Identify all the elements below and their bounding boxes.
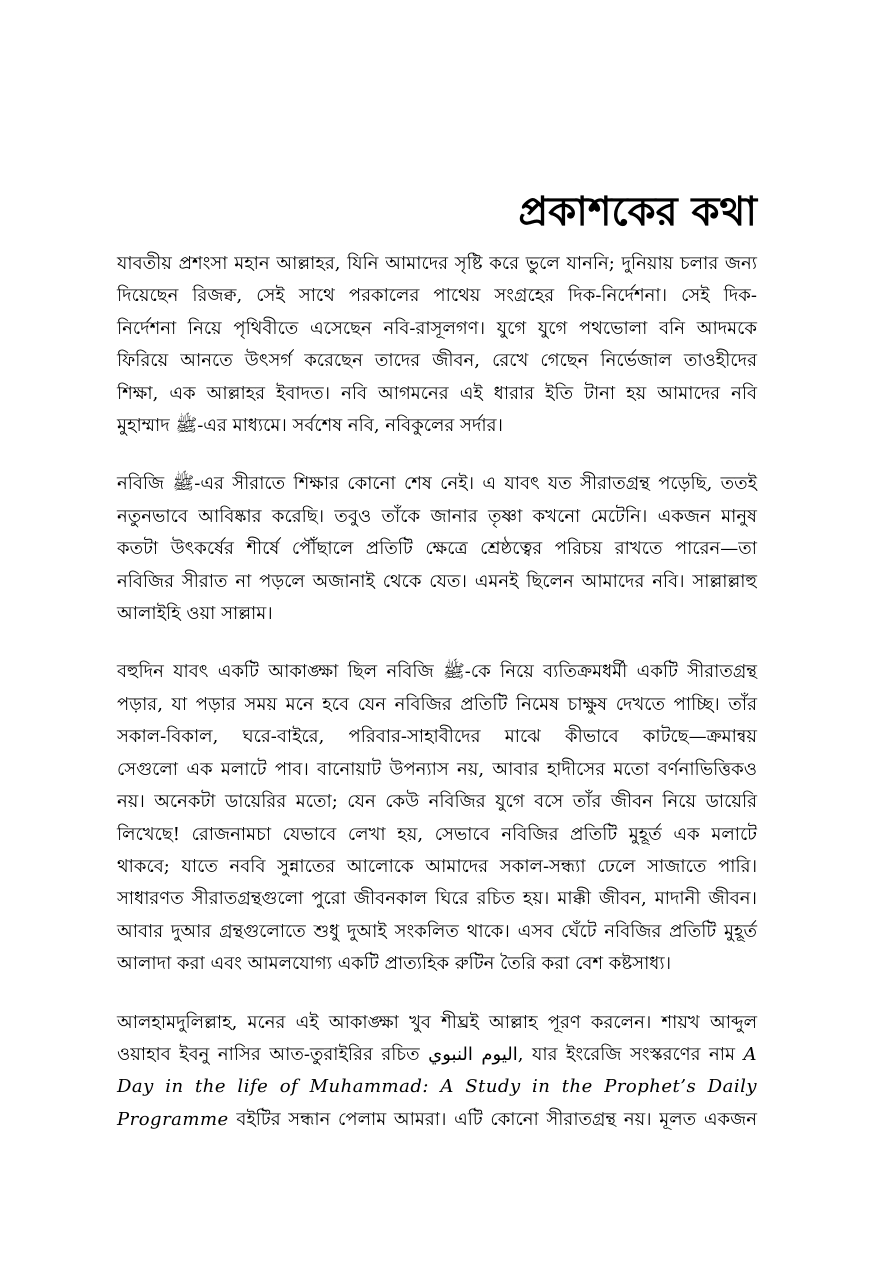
text-line: আলাদা করা এবং আমলযোগ্য একটি প্রাত্যহিক রুটিন তৈরি করা বেশ কষ্টসাধ্য। <box>117 953 672 975</box>
arabic-book-title: اليوم النبوي <box>428 1043 518 1065</box>
paragraph-4 <box>117 1007 757 1137</box>
text-line: নয়। অনেকটা ডায়েরির মতো; যেন কেউ নবিজির যুগে বসে তাঁর জীবন নিয়ে ডায়েরি <box>117 791 757 813</box>
text-line: নির্দেশনা নিয়ে পৃথিবীতে এসেছেন নবি-রাসূলগণ। যুগে যুগে পথভোলা বনি আদমকে <box>117 317 757 339</box>
text-line: নবিজি ﷺ-এর সীরাতে শিক্ষার কোনো শেষ নেই। এ যাবৎ যত সীরাতগ্রন্থ পড়েছি, ততই <box>117 473 757 495</box>
text-line: সেগুলো এক মলাটে পাব। বানোয়াট উপন্যাস নয়, আবার হাদীসের মতো বর্ণনাভিত্তিকও <box>117 758 757 780</box>
text-line: থাকবে; যাতে নববি সুন্নাতের আলোকে আমাদের সকাল-সন্ধ্যা ঢেলে সাজাতে পারি। <box>117 855 757 877</box>
paragraph-2 <box>117 468 757 630</box>
text-line: সাধারণত সীরাতগ্রন্থগুলো পুরো জীবনকাল ঘিরে রচিত হয়। মাক্কী জীবন, মাদানী জীবন। <box>117 888 757 910</box>
text-line <box>117 1039 757 1071</box>
text-line: ফিরিয়ে আনতে উৎসর্গ করেছেন তাদের জীবন, রেখে গেছেন নির্ভেজাল তাওহীদের <box>117 350 757 372</box>
text-run: , যার ইংরেজি সংস্করণের নাম <box>517 1043 744 1065</box>
text-line: শিক্ষা, এক আল্লাহর ইবাদত। নবি আগমনের এই ধারার ইতি টানা হয় আমাদের নবি <box>117 382 757 404</box>
english-book-title: A <box>743 1043 757 1065</box>
paragraph-3 <box>117 656 757 980</box>
preface-page <box>117 180 757 1162</box>
text-run: ওয়াহাব ইবনু নাসির আত-তুরাইরির রচিত <box>117 1043 429 1065</box>
english-book-title: Programme <box>117 1108 229 1130</box>
text-line: লিখেছে! রোজনামচা যেভাবে লেখা হয়, সেভাবে নবিজির প্রতিটি মুহূর্ত এক মলাটে <box>117 823 757 845</box>
text-line: যাবতীয় প্রশংসা মহান আল্লাহর, যিনি আমাদের সৃষ্টি করে ভুলে যাননি; দুনিয়ায় চলার জন্য <box>117 253 757 274</box>
text-line: কতটা উৎকর্ষের শীর্ষে পৌঁছালে প্রতিটি ক্ষেত্রে শ্রেষ্ঠত্বের পরিচয় রাখতে পারেন—তা <box>117 538 757 560</box>
text-line: নবিজির সীরাত না পড়লে অজানাই থেকে যেত। এমনই ছিলেন আমাদের নবি। সাল্লাল্লাহু <box>117 570 757 592</box>
text-line: সকাল-বিকাল, ঘরে-বাইরে, পরিবার-সাহাবীদের মাঝে কীভাবে কাটছে—ক্রমান্বয় <box>117 726 757 748</box>
text-line: আবার দুআর গ্রন্থগুলোতে শুধু দুআই সংকলিত থাকে। এসব ঘেঁটে নবিজির প্রতিটি মুহূর্ত <box>117 920 757 942</box>
text-line <box>117 1104 757 1136</box>
text-line: আলহামদুলিল্লাহ, মনের এই আকাঙ্ক্ষা খুব শীঘ্রই আল্লাহ পূরণ করলেন। শায়খ আব্দুল <box>117 1011 757 1033</box>
page-title: প্রকাশকের কথা <box>518 189 757 235</box>
text-line: দিয়েছেন রিজক্ব, সেই সাথে পরকালের পাথেয় সংগ্রহের দিক-নির্দেশনা। সেই দিক- <box>117 285 757 307</box>
text-line: পড়ার, যা পড়ার সময় মনে হবে যেন নবিজির প্রতিটি নিমেষ চাক্ষুষ দেখতে পাচ্ছি। তাঁর <box>117 693 757 715</box>
english-book-title: Day in the life of Muhammad: A Study in the Prophet’s Daily <box>117 1076 757 1098</box>
text-run: বইটির সন্ধান পেলাম আমরা। এটি কোনো সীরাতগ্রন্থ নয়। মূলত একজন <box>228 1108 757 1130</box>
text-line: আলাইহি ওয়া সাল্লাম। <box>117 603 273 625</box>
text-line: বহুদিন যাবৎ একটি আকাঙ্ক্ষা ছিল নবিজি ﷺ-কে নিয়ে ব্যতিক্রমধর্মী একটি সীরাতগ্রন্থ <box>117 661 757 683</box>
text-line: নতুনভাবে আবিষ্কার করেছি। তবুও তাঁকে জানার তৃষ্ণা কখনো মেটেনি। একজন মানুষ <box>117 505 757 527</box>
paragraph-1 <box>117 248 757 442</box>
text-line: মুহাম্মাদ ﷺ-এর মাধ্যমে। সর্বশেষ নবি, নবিকুলের সর্দার। <box>117 415 503 437</box>
